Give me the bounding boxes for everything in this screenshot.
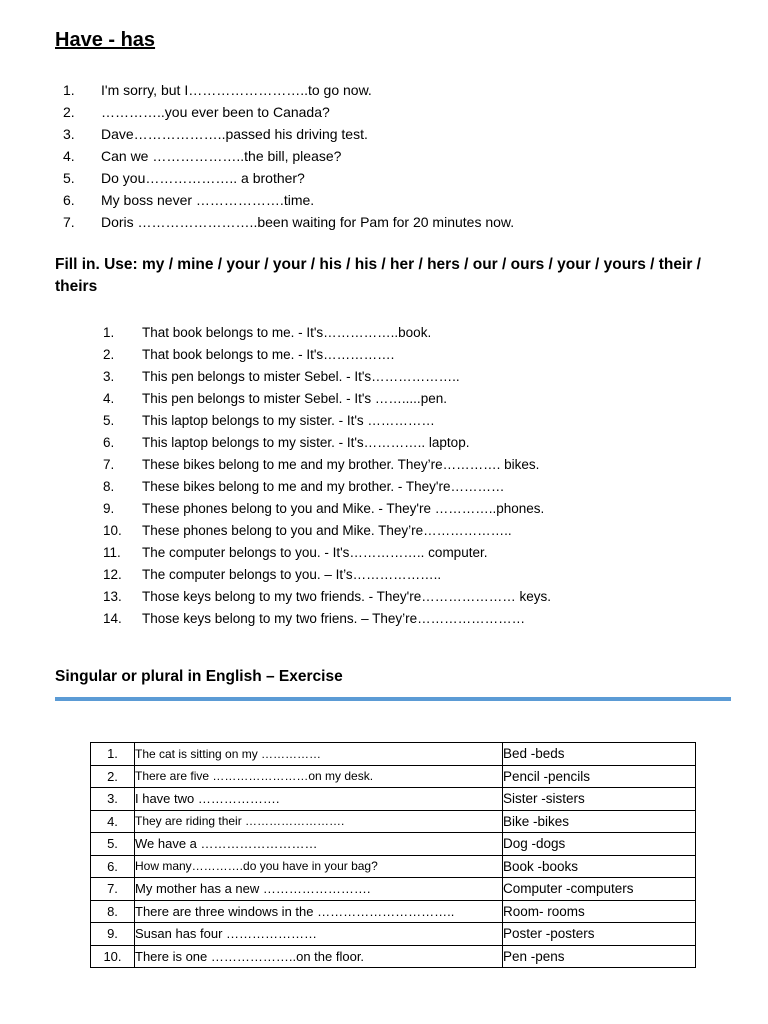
row-number: 9.: [91, 923, 135, 946]
item-number: 4.: [103, 391, 115, 406]
row-words: Pen -pens: [503, 945, 696, 968]
item-text: Can we ………………..the bill, please?: [101, 148, 342, 164]
item-number: 6.: [103, 435, 115, 450]
item-number: 12.: [103, 567, 122, 582]
table-row: [91, 855, 696, 878]
item-number: 2.: [103, 347, 115, 362]
item-text: This pen belongs to mister Sebel. - It's …….....pen.: [142, 391, 447, 406]
row-number: 10.: [91, 945, 135, 968]
table-row: [91, 900, 696, 923]
item-number: 7.: [103, 457, 115, 472]
item-number: 14.: [103, 611, 122, 626]
item-text: That book belongs to me. - It's…………….: [142, 347, 395, 362]
item-text: This laptop belongs to my sister. - It's………….. laptop.: [142, 435, 470, 450]
item-number: 1.: [103, 325, 115, 340]
item-number: 13.: [103, 589, 122, 604]
row-sentence: I have two ……………….: [135, 788, 503, 811]
item-text: My boss never ……………….time.: [101, 192, 315, 208]
table-row: [91, 833, 696, 856]
row-number: 6.: [91, 855, 135, 878]
row-number: 8.: [91, 900, 135, 923]
item-text: Do you……………….. a brother?: [101, 170, 305, 186]
item-number: 11.: [103, 545, 121, 560]
section-divider: [55, 697, 731, 701]
row-sentence: There are five ……………………on my desk.: [135, 765, 503, 788]
item-number: 3.: [103, 369, 115, 384]
item-text: I'm sorry, but I……………………..to go now.: [101, 82, 372, 98]
row-words: Bed -beds: [503, 743, 696, 766]
item-number: 7.: [63, 214, 75, 230]
item-text: Doris ……………………..been waiting for Pam for 20 minutes now.: [101, 214, 515, 230]
row-words: Pencil -pencils: [503, 765, 696, 788]
item-number: 4.: [63, 148, 75, 164]
item-number: 9.: [103, 501, 115, 516]
row-words: Poster -posters: [503, 923, 696, 946]
row-sentence: We have a ………………………: [135, 833, 503, 856]
table-row: [91, 743, 696, 766]
row-sentence: They are riding their …………………….: [135, 810, 503, 833]
possessives-heading: Fill in. Use: my / mine / your / your / his / his / her / hers / our / ours / your / yours / their / theirs: [55, 256, 701, 295]
table-row: [91, 788, 696, 811]
row-sentence: The cat is sitting on my ……………: [135, 743, 503, 766]
item-number: 8.: [103, 479, 115, 494]
row-words: Bike -bikes: [503, 810, 696, 833]
item-number: 1.: [63, 82, 75, 98]
item-text: These phones belong to you and Mike. They’re………………..: [142, 523, 512, 538]
item-text: The computer belongs to you. - It's…………….. computer.: [142, 545, 488, 560]
page-title: Have - has: [55, 29, 156, 51]
row-words: Computer -computers: [503, 878, 696, 901]
row-number: 5.: [91, 833, 135, 856]
row-sentence: How many………….do you have in your bag?: [135, 855, 503, 878]
row-number: 3.: [91, 788, 135, 811]
row-words: Book -books: [503, 855, 696, 878]
row-sentence: There are three windows in the …………………………..: [135, 900, 503, 923]
row-sentence: There is one ………………..on the floor.: [135, 945, 503, 968]
row-sentence: My mother has a new …………………….: [135, 878, 503, 901]
row-words: Sister -sisters: [503, 788, 696, 811]
item-number: 5.: [63, 170, 75, 186]
table-row: [91, 878, 696, 901]
row-number: 7.: [91, 878, 135, 901]
item-number: 6.: [63, 192, 75, 208]
table-row: [91, 765, 696, 788]
row-words: Dog -dogs: [503, 833, 696, 856]
row-words: Room- rooms: [503, 900, 696, 923]
item-text: …………..you ever been to Canada?: [101, 104, 330, 120]
row-number: 4.: [91, 810, 135, 833]
item-number: 10.: [103, 523, 122, 538]
item-text: This pen belongs to mister Sebel. - It's………………..: [142, 369, 460, 384]
row-number: 2.: [91, 765, 135, 788]
exercise-table: [90, 742, 696, 968]
item-text: These bikes belong to me and my brother. They’re…………. bikes.: [142, 457, 540, 472]
row-sentence: Susan has four …………………: [135, 923, 503, 946]
item-number: 2.: [63, 104, 75, 120]
table-row: [91, 945, 696, 968]
item-text: Those keys belong to my two friends. - They're………………… keys.: [142, 589, 551, 604]
item-text: This laptop belongs to my sister. - It's ……………: [142, 413, 435, 428]
singular-plural-heading: Singular or plural in English – Exercise: [55, 668, 343, 685]
table-row: [91, 810, 696, 833]
item-text: Dave………………..passed his driving test.: [101, 126, 368, 142]
item-text: These bikes belong to me and my brother. - They're…………: [142, 479, 505, 494]
item-text: Those keys belong to my two friens. – They’re……………………: [142, 611, 526, 626]
item-text: These phones belong to you and Mike. - They're …………..phones.: [142, 501, 545, 516]
item-text: That book belongs to me. - It's……………..book.: [142, 325, 432, 340]
row-number: 1.: [91, 743, 135, 766]
table-row: [91, 923, 696, 946]
item-number: 3.: [63, 126, 75, 142]
item-text: The computer belongs to you. – It’s………………..: [142, 567, 442, 582]
item-number: 5.: [103, 413, 115, 428]
